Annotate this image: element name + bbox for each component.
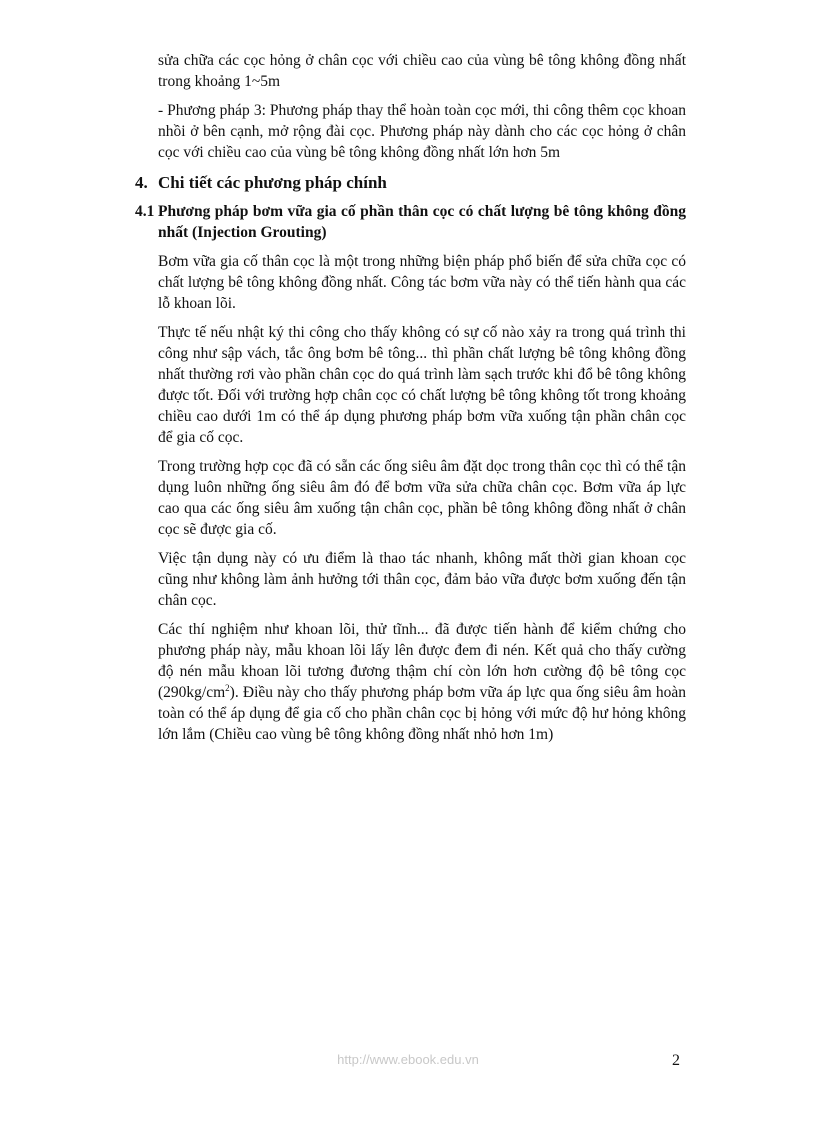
footer-url: http://www.ebook.edu.vn [337,1052,479,1067]
paragraph: Việc tận dụng này có ưu điểm là thao tác nhanh, không mất thời gian khoan cọc cũng như không làm ảnh hưởng tới thân cọc, đảm bảo vữa được bơm xuống đến tận chân cọc. [158,550,686,609]
page-number: 2 [672,1052,680,1069]
paragraph: Bơm vữa gia cố thân cọc là một trong những biện pháp phổ biến để sửa chữa cọc có chất lượng bê tông không đồng nhất. Công tác bơm vữa này có thể tiến hành qua các lỗ khoan lõi. [158,253,686,312]
superscript: 2 [225,682,230,693]
paragraph: sửa chữa các cọc hỏng ở chân cọc với chiều cao của vùng bê tông không đồng nhất trong khoảng 1~5m [158,52,686,90]
paragraph-text: ). Điều này cho thấy phương pháp bơm vữa áp lực qua ống siêu âm hoàn toàn có thể áp dụng để gia cố cho phần chân cọc bị hỏng với mức độ hư hỏng không lớn lắm (Chiều cao vùng bê tông không đồng nhất nhỏ hơn 1m) [158,684,686,743]
paragraph [158,619,686,745]
document-body [135,50,686,753]
section-heading [135,173,686,193]
subsection-title: Phương pháp bơm vữa gia cố phần thân cọc có chất lượng bê tông không đồng nhất (Injection Grouting) [158,203,686,241]
subsection-number: 4.1 [135,203,155,220]
paragraph: Thực tế nếu nhật ký thi công cho thấy không có sự cố nào xảy ra trong quá trình thi công như sập vách, tắc ông bơm bê tông... thì phần chất lượng bê tông không đồng nhất thường rơi vào phần chân cọc do quá trình làm sạch trước khi đổ bê tông không được tốt. Đối với trường hợp chân cọc có chất lượng bê tông không tốt trong khoảng chiều cao dưới 1m có thể áp dụng phương pháp bơm vữa xuống tận phần chân cọc để gia cố cọc. [158,324,686,446]
section-number: 4. [135,173,148,192]
paragraph: - Phương pháp 3: Phương pháp thay thể hoàn toàn cọc mới, thi công thêm cọc khoan nhồi ở bên cạnh, mở rộng đài cọc. Phương pháp này dành cho các cọc hỏng ở chân cọc với chiều cao của vùng bê tông không đồng nhất lớn hơn 5m [158,102,686,161]
section-title: Chi tiết các phương pháp chính [158,173,387,192]
paragraph-text: Các thí nghiệm như khoan lõi, thử tĩnh... đã được tiến hành để kiểm chứng cho phương pháp này, mẫu khoan lõi lấy lên được đem đi nén. Kết quả cho thấy cường độ nén mẫu khoan lõi tương đương thậm chí còn lớn hơn cường độ bê tông cọc (290kg/cm [158,621,686,701]
subsection-heading [135,201,686,243]
paragraph: Trong trường hợp cọc đã có sẵn các ống siêu âm đặt dọc trong thân cọc thì có thể tận dụng luôn những ống siêu âm đó để bơm vữa sửa chữa chân cọc. Bơm vữa áp lực cao qua các ống siêu âm xuống tận chân cọc, phần bê tông không đồng nhất ở chân cọc sẽ được gia cố. [158,458,686,538]
